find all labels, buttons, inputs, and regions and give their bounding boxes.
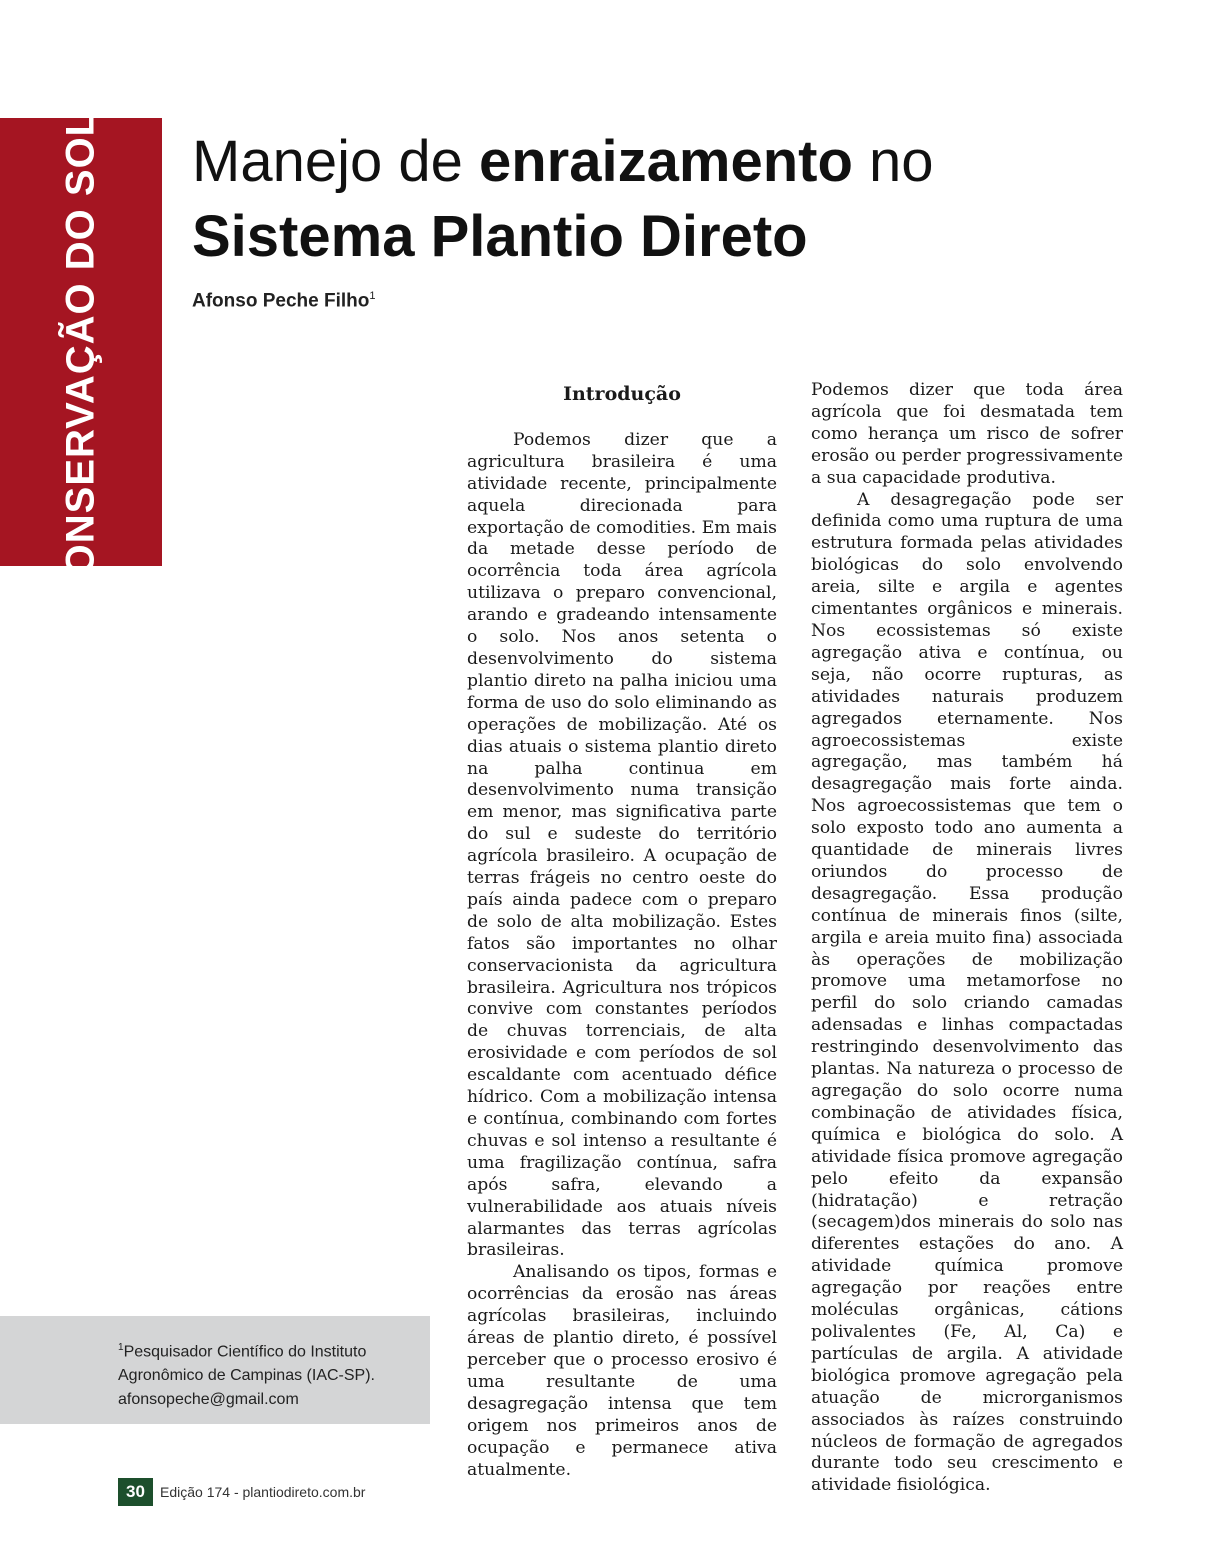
paragraph: Podemos dizer que toda área agrícola que foi desmatada tem como herança um risco de sofrer erosão ou perder progressivamente a sua capacidade produtiva.: [811, 380, 1123, 488]
text-column-1: [467, 380, 777, 1481]
paragraph: Podemos dizer que a agricultura brasileira é uma atividade recente, principalmente aquela direcionada para exportação de comodities. Em mais da metade desse período de ocorrência toda área agrícola utilizava o preparo convencional, arando e gradeando intensamente o solo. Nos anos setenta o desenvolvimento do sistema plantio direto na palha iniciou uma forma de uso do solo eliminando as operações de mobilização. Até os dias atuais o sistema plantio direto na palha continua em desenvolvimento numa transição em menor, mas significativa parte do sul e sudeste do território agrícola brasileiro. A ocupação de terras frágeis no centro oeste do país ainda padece com o preparo de solo de alta mobilização. Estes fatos são importantes no olhar conservacionista da agricultura brasileira. Agricultura nos trópicos convive com constantes períodos de chuvas torrenciais, de alta erosividade e com períodos de sol escaldante com acentuado défice hídrico. Com a mobilização intensa e contínua, combinando com fortes chuvas e sol intenso a resultante é uma fragilização contínua, safra após safra, elevando a vulnerabilidade aos atuais níveis alarmantes das terras agrícolas brasileiras.: [467, 429, 777, 1261]
author-name: Afonso Peche Filho: [192, 290, 370, 312]
edition-footer: Edição 174 - plantiodireto.com.br: [160, 1484, 366, 1500]
title-line2: Sistema Plantio Direto: [192, 204, 808, 269]
footnote-text: [118, 1336, 418, 1412]
page-number: 30: [118, 1478, 153, 1506]
section-label: CONSERVAÇÃO DO SOLO: [58, 78, 103, 606]
footnote-email: afonsopeche@gmail.com: [118, 1391, 299, 1409]
footnote-line2: Agronômico de Campinas (IAC-SP).: [118, 1367, 375, 1385]
paragraph: Analisando os tipos, formas e ocorrências da erosão nas áreas agrícolas brasileiras, incluindo áreas de plantio direto, é possível perceber que o processo erosivo é uma resultante de uma desagregação intensa que tem origem nos primeiros anos de ocupação e permanece ativa atualmente.: [467, 1262, 777, 1480]
section-heading: Introdução: [563, 383, 681, 405]
title-line1-bold: enraizamento: [478, 129, 853, 194]
text-column-2: [811, 380, 1123, 1497]
footnote-mark: 1: [118, 1342, 124, 1353]
author-byline: [192, 290, 375, 312]
section-band: [0, 78, 162, 606]
article-title: [192, 124, 1092, 274]
title-line1-pre: Manejo de: [192, 129, 479, 194]
title-line1-post: no: [852, 129, 934, 194]
footnote-line1: Pesquisador Científico do Instituto: [123, 1343, 367, 1361]
author-footnote-mark: 1: [369, 290, 376, 302]
paragraph: A desagregação pode ser definida como uma ruptura de uma estrutura formada pelas atividades biológicas do solo envolvendo areia, silte e argila e agentes cimentantes orgânicos e minerais. Nos ecossistemas só existe agregação ativa e contínua, ou seja, não ocorre rupturas, as atividades naturais produzem agregados eternamente. Nos agroecossistemas existe agregação, mas também há desagregação mais forte ainda. Nos agroecossistemas que tem o solo exposto todo ano aumenta a quantidade de minerais livres oriundos do processo de desagregação. Essa produção contínua de minerais finos (silte, argila e areia muito fina) associada às operações de mobilização promove uma metamorfose no perfil do solo criando camadas adensadas e linhas compactadas restringindo desenvolvimento das plantas. Na natureza o processo de agregação do solo ocorre numa combinação de atividades física, química e biológica do solo. A atividade física promove agregação pelo efeito da expansão (hidratação) e retração (secagem)dos minerais do solo nas diferentes estações do ano. A atividade química promove agregação por reações entre moléculas orgânicas, cátions polivalentes (Fe, Al, Ca) e partículas de argila. A atividade biológica promove agregação pela atuação de microrganismos associados às raízes construindo núcleos de formação de agregados durante todo seu crescimento e atividade fisiológica.: [811, 489, 1123, 1496]
footnote-box: [0, 1316, 430, 1424]
